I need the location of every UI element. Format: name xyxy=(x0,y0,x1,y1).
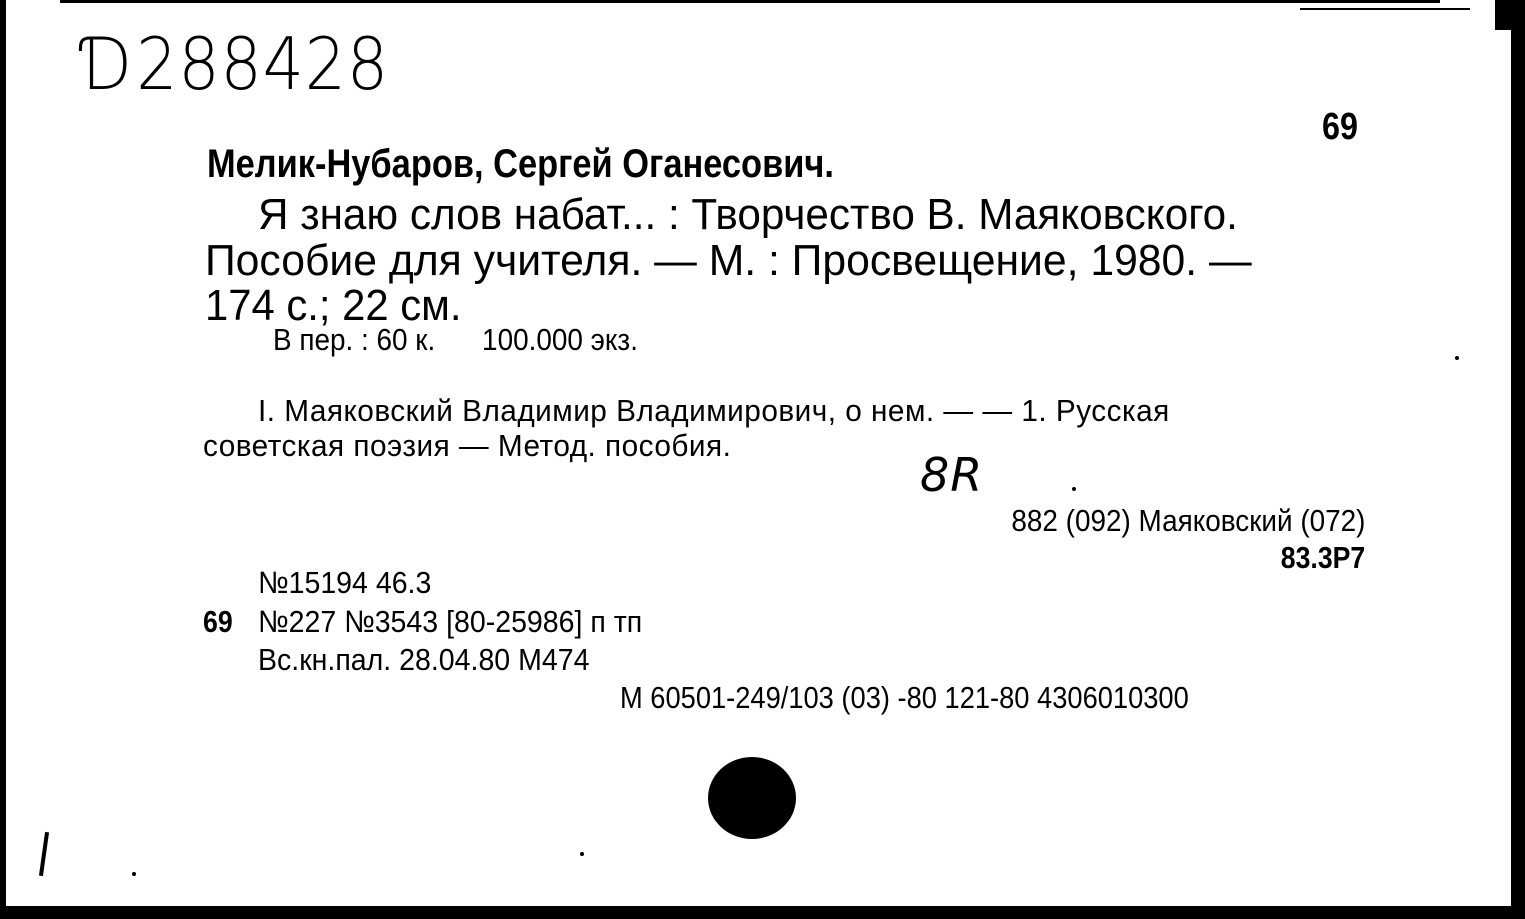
title-line-1: Я знаю слов набат... : Творчество В. Маяковского. xyxy=(258,190,1238,239)
handwritten-mark: 8R xyxy=(920,448,984,502)
card-top-edge-fragment xyxy=(1300,8,1470,10)
card-top-edge xyxy=(60,0,1440,3)
registration-line-4: М 60501-249/103 (03) -80 121-80 4306010300 xyxy=(620,680,1189,715)
title-line-2: Пособие для учителя. — М. : Просвещение, 1980. — xyxy=(205,236,1252,285)
registration-line-2: №227 №3543 [80-25986] п тп xyxy=(258,604,643,639)
price-line xyxy=(273,322,638,358)
udc-classification: 882 (092) Маяковский (072) xyxy=(1010,503,1365,538)
subject-line-1: I. Маяковский Владимир Владимирович, о нем. — — 1. Русская xyxy=(258,393,1170,428)
print-run: 100.000 экз. xyxy=(482,322,638,357)
title-line-3: 174 с.; 22 см. xyxy=(205,281,462,330)
speck xyxy=(580,852,584,856)
card-bottom-edge xyxy=(0,906,1525,912)
speck xyxy=(1455,356,1459,360)
card-corner-mark xyxy=(1495,0,1511,30)
punch-hole xyxy=(708,757,796,839)
speck xyxy=(1072,487,1076,491)
card-left-edge xyxy=(0,0,6,919)
binding-price: В пер. : 60 к. xyxy=(273,322,436,357)
registration-line-1: №15194 46.3 xyxy=(258,565,432,600)
registration-line-2-prefix: 69 xyxy=(203,604,233,639)
inventory-number: Ɗ288428 xyxy=(82,22,390,106)
subject-line-2: советская поэзия — Метод. пособия. xyxy=(203,428,732,463)
page-number: 69 xyxy=(1322,106,1358,148)
speck xyxy=(132,872,136,876)
registration-line-3: Вс.кн.пал. 28.04.80 М474 xyxy=(258,642,590,677)
author-heading: Мелик-Нубаров, Сергей Оганесович. xyxy=(207,142,834,186)
bbk-classification: 83.3Р7 xyxy=(1280,540,1365,575)
